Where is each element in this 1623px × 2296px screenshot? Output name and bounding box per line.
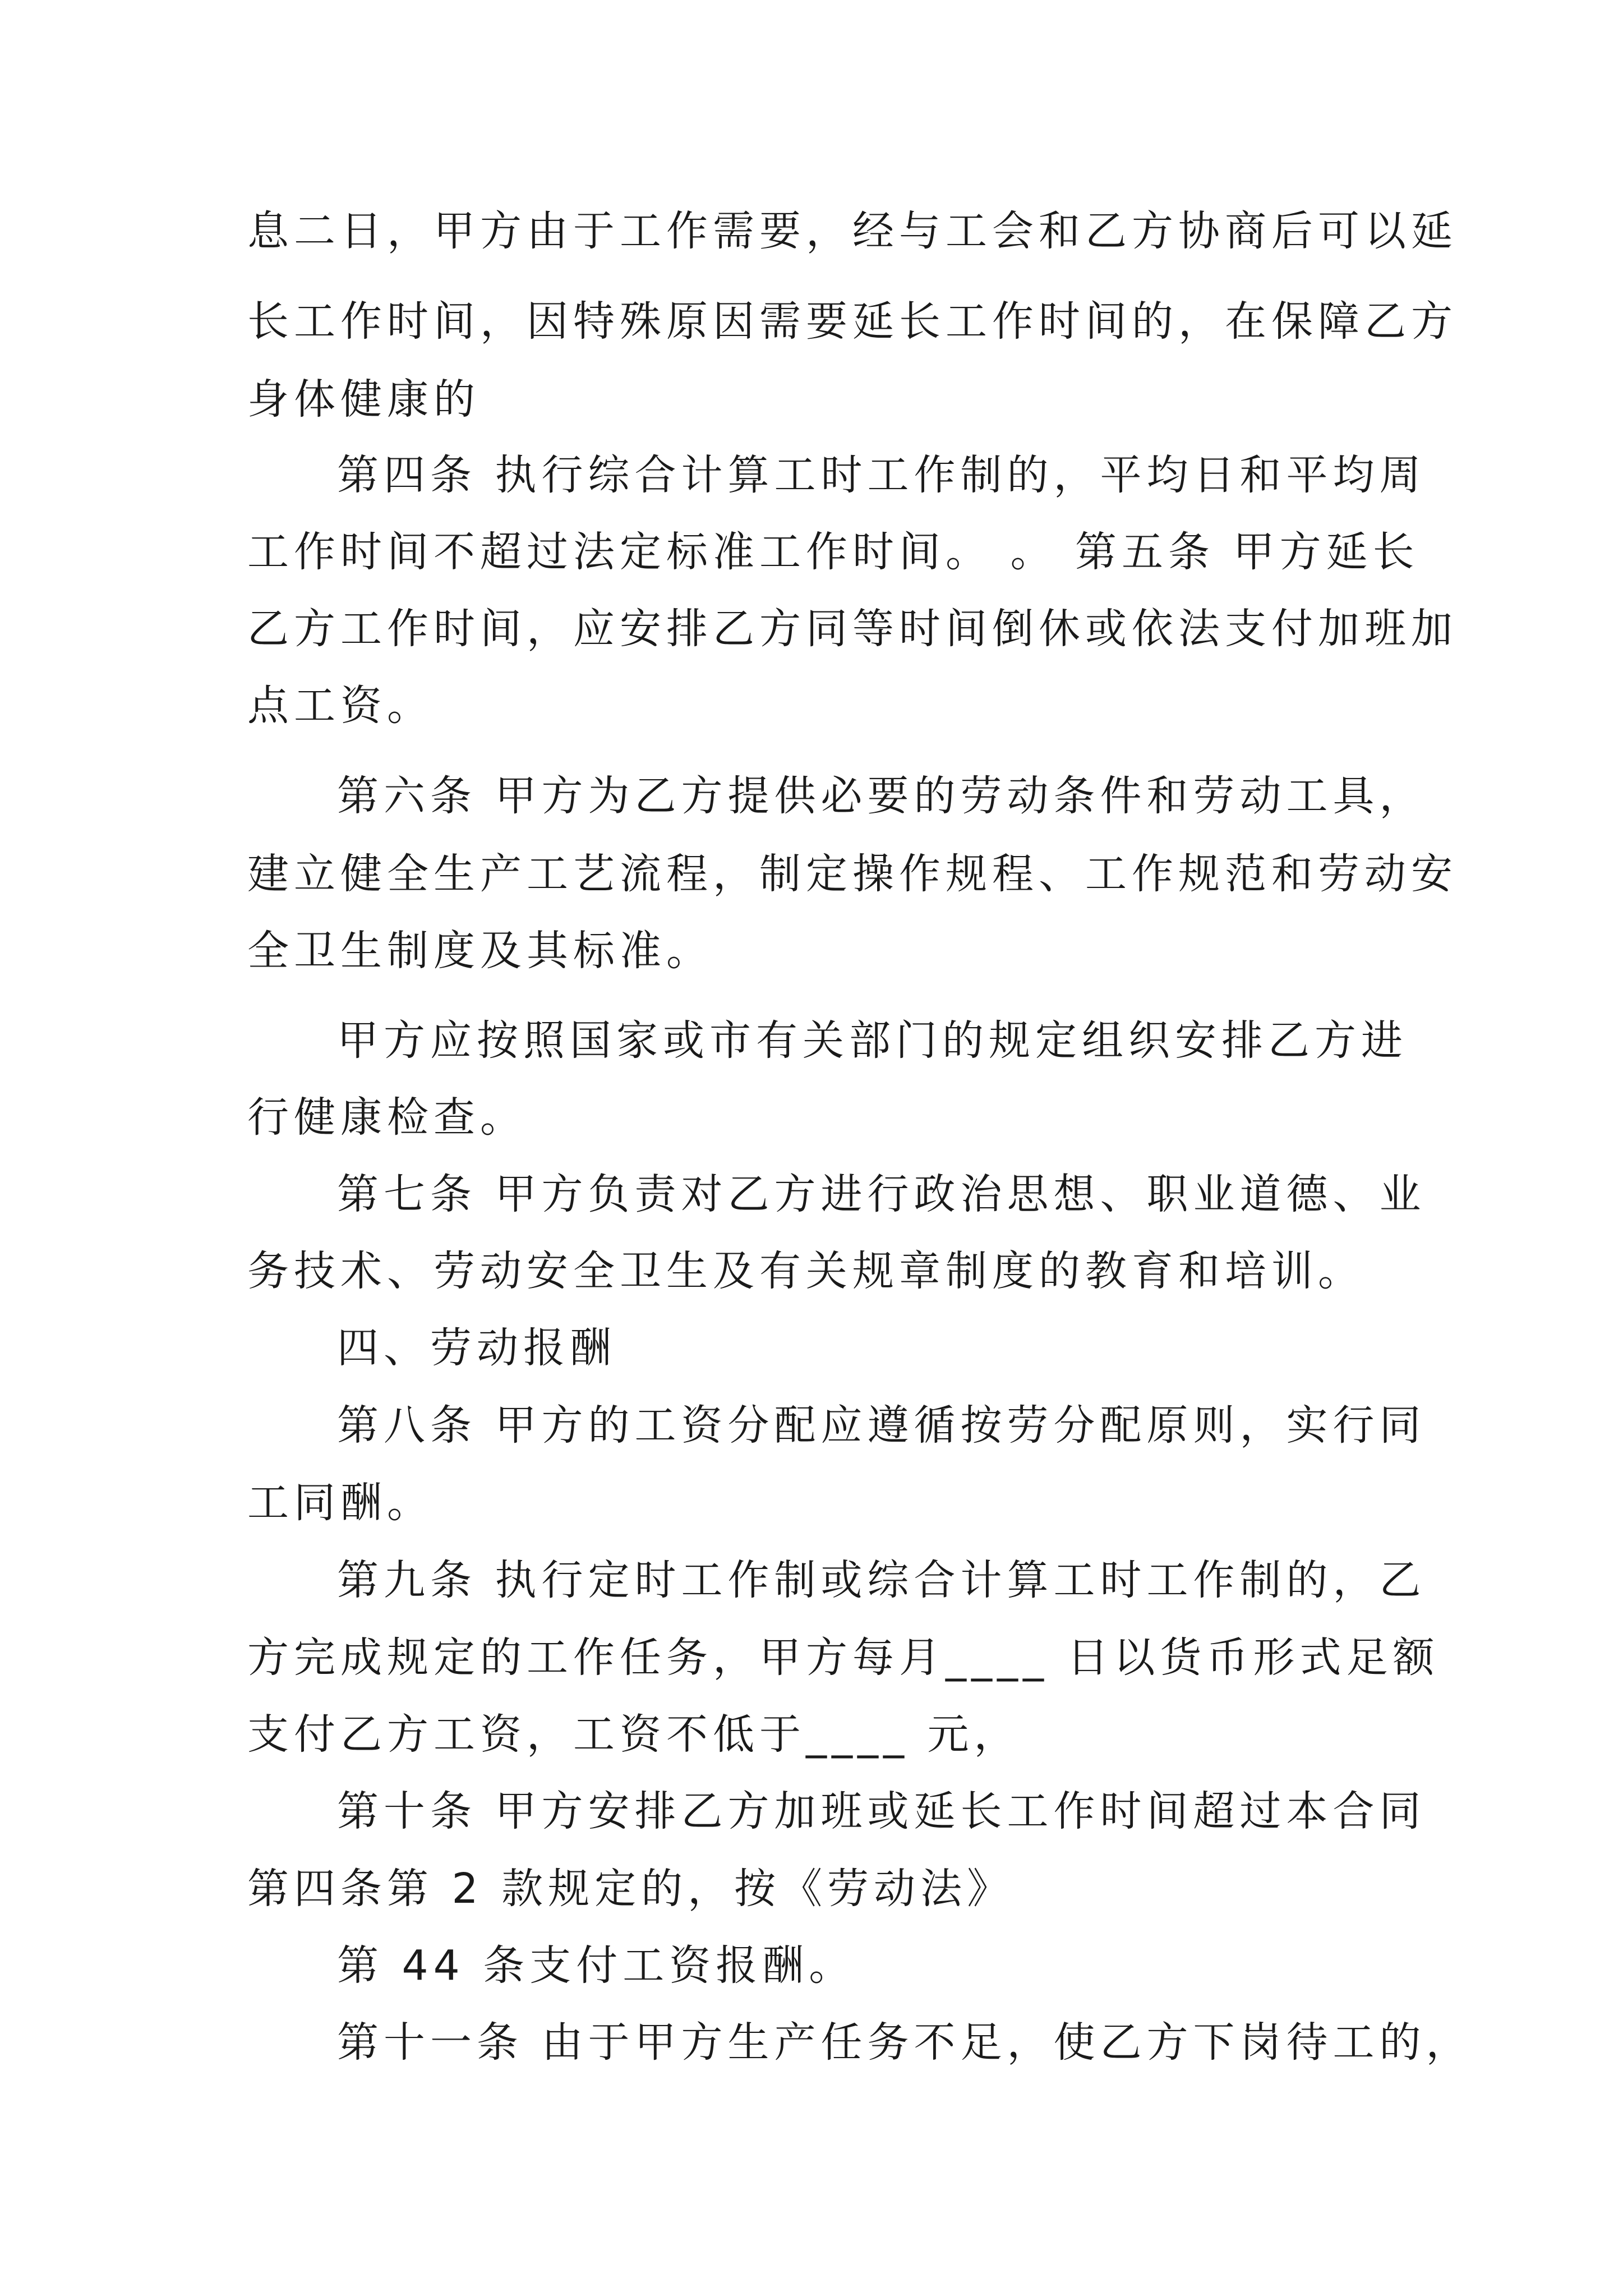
text-line: 方完成规定的工作任务，甲方每月____ 日以货币形式足额 bbox=[247, 1634, 1440, 1682]
text-line: 第九条 执行定时工作制或综合计算工时工作制的，乙 bbox=[337, 1556, 1426, 1604]
text-line: 息二日，甲方由于工作需要，经与工会和乙方协商后可以延 bbox=[247, 207, 1458, 255]
text-line: 全卫生制度及其标准。 bbox=[247, 927, 713, 975]
text-line: 长工作时间，因特殊原因需要延长工作时间的，在保障乙方 bbox=[247, 297, 1458, 346]
text-line: 第十一条 由于甲方生产任务不足，使乙方下岗待工的， bbox=[337, 2018, 1473, 2067]
text-line: 工同酬。 bbox=[247, 1479, 434, 1527]
text-line: 务技术、劳动安全卫生及有关规章制度的教育和培训。 bbox=[247, 1247, 1364, 1295]
text-line: 第四条第 2 款规定的，按《劳动法》 bbox=[247, 1865, 1014, 1913]
text-line: 身体健康的 bbox=[247, 375, 480, 424]
text-line: 乙方工作时间，应安排乙方同等时间倒休或依法支付加班加 bbox=[247, 605, 1458, 653]
text-line: 第十条 甲方安排乙方加班或延长工作时间超过本合同 bbox=[337, 1787, 1426, 1835]
text-line: 第四条 执行综合计算工时工作制的，平均日和平均周 bbox=[337, 451, 1426, 499]
text-line: 点工资。 bbox=[247, 682, 434, 730]
text-line: 第八条 甲方的工资分配应遵循按劳分配原则，实行同 bbox=[337, 1401, 1426, 1450]
text-line: 支付乙方工资，工资不低于____ 元， bbox=[247, 1710, 1021, 1759]
text-line: 第 44 条支付工资报酬。 bbox=[337, 1941, 856, 1990]
text-line: 行健康检查。 bbox=[247, 1093, 527, 1142]
section-heading: 四、劳动报酬 bbox=[337, 1324, 616, 1372]
text-line: 工作时间不超过法定标准工作时间。 。 第五条 甲方延长 bbox=[247, 528, 1419, 576]
text-line: 建立健全生产工艺流程，制定操作规程、工作规范和劳动安 bbox=[247, 850, 1458, 898]
text-line: 第六条 甲方为乙方提供必要的劳动条件和劳动工具， bbox=[337, 772, 1426, 820]
text-line: 第七条 甲方负责对乙方进行政治思想、职业道德、业 bbox=[337, 1170, 1426, 1218]
text-line: 甲方应按照国家或市有关部门的规定组织安排乙方进 bbox=[337, 1016, 1408, 1065]
